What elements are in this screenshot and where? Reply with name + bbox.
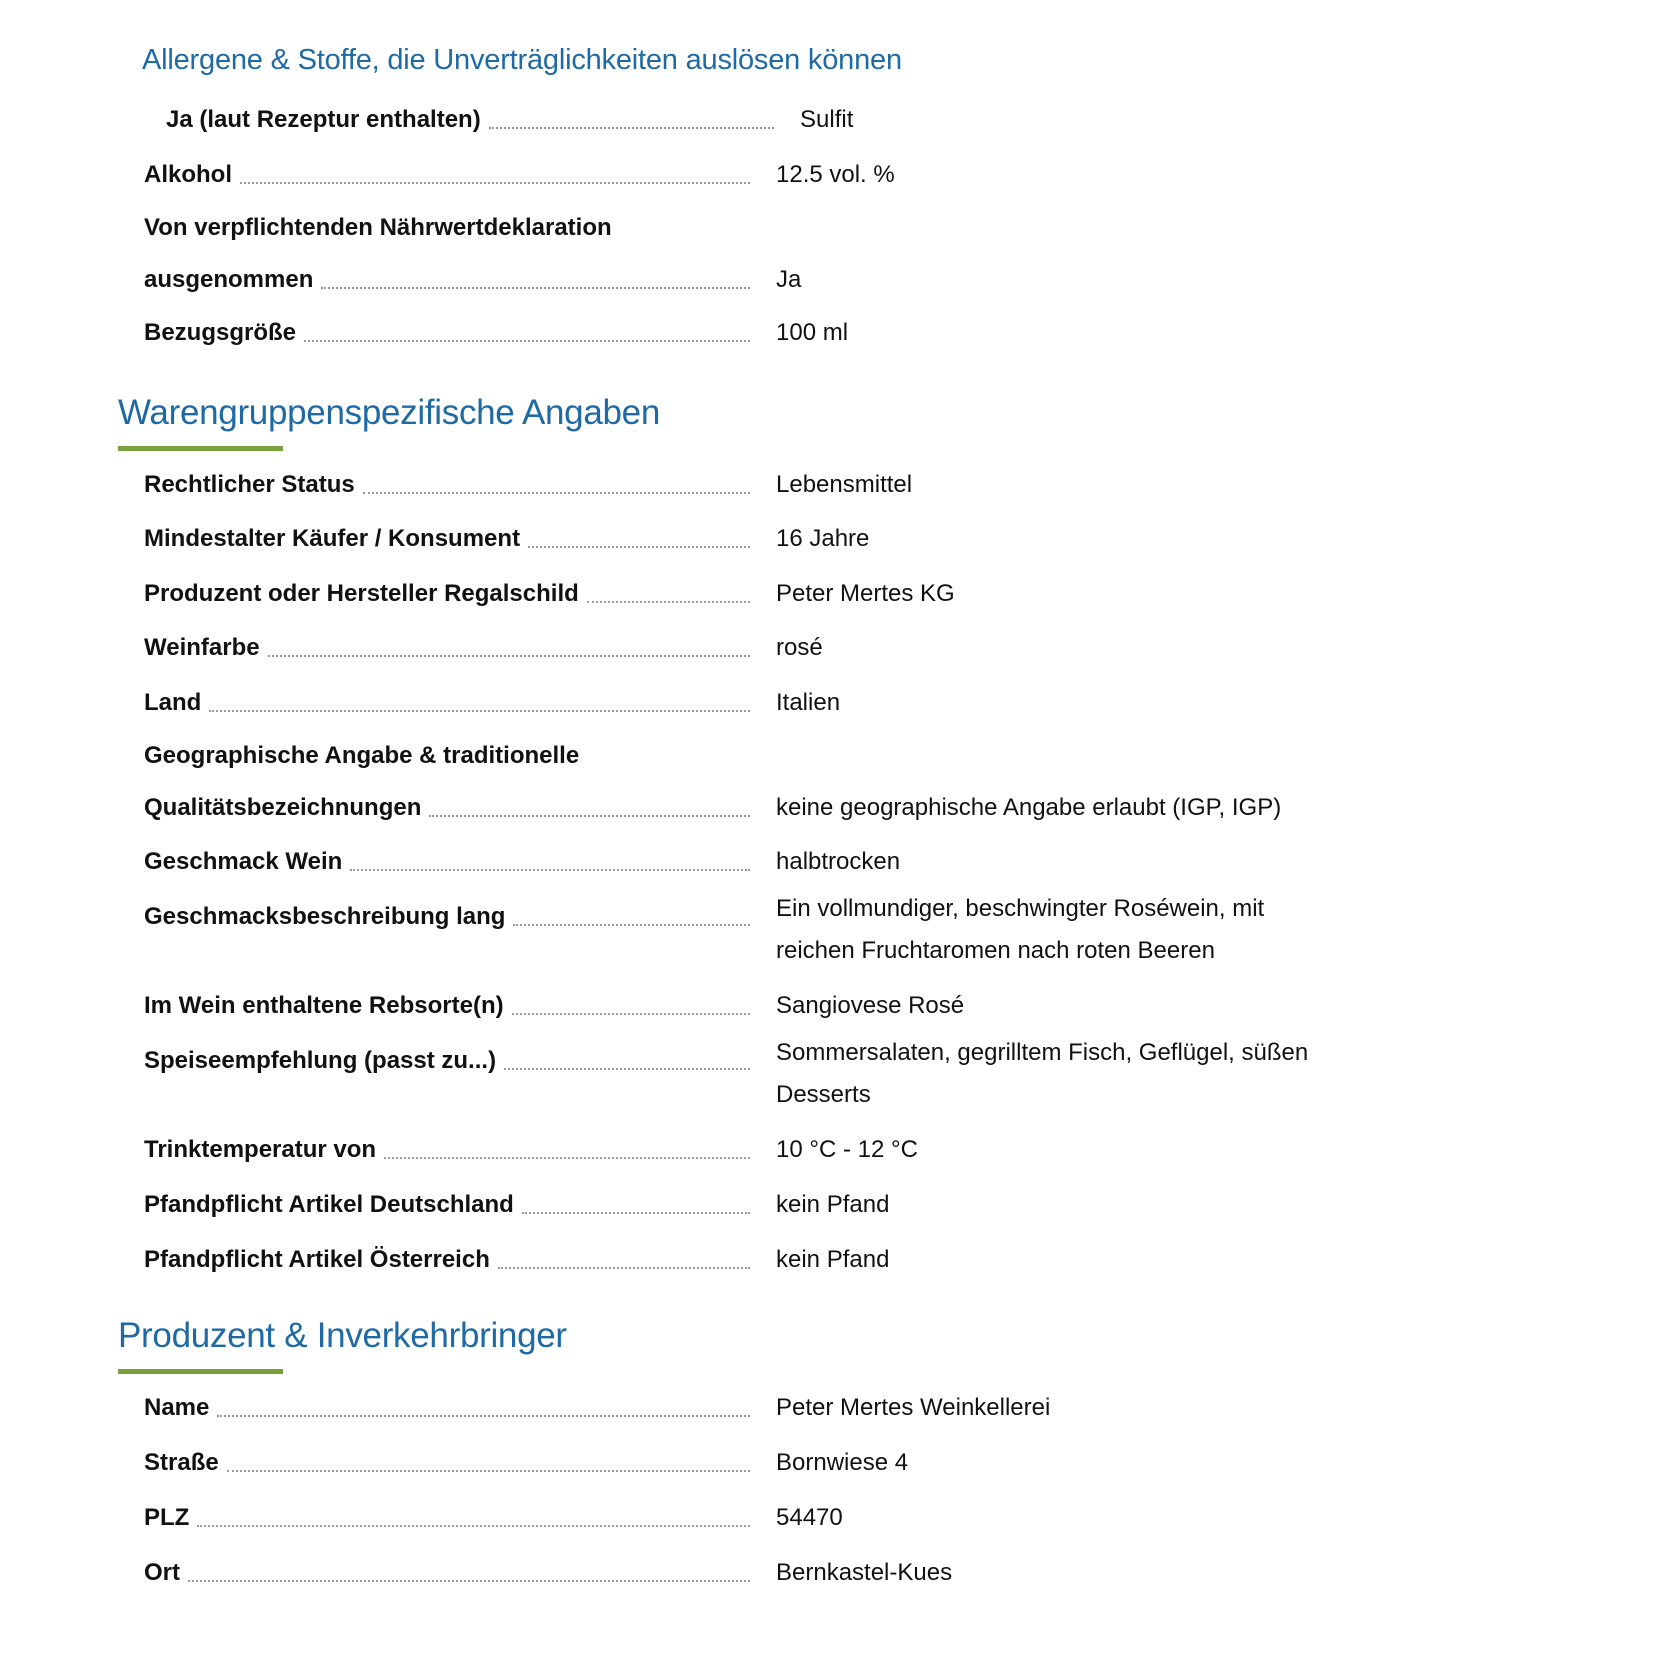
row-label: Straße: [144, 1449, 219, 1476]
row-naehrwert-ausgenommen: [144, 260, 1544, 300]
row-value: Bernkastel-Kues: [776, 1559, 953, 1586]
dotted-leader: [304, 340, 750, 342]
row-weinfarbe: [144, 628, 1544, 668]
row-label: Im Wein enthaltene Rebsorte(n): [144, 992, 504, 1019]
dotted-leader: [512, 1013, 750, 1015]
row-label: Speiseempfehlung (passt zu...): [144, 1047, 497, 1074]
row-value-line2: reichen Fruchtaromen nach roten Beeren: [776, 937, 1215, 964]
dotted-leader: [227, 1470, 750, 1472]
row-value: 12.5 vol. %: [776, 161, 895, 188]
row-label: Name: [144, 1394, 210, 1421]
row-value: Italien: [776, 689, 841, 716]
row-label: Pfandpflicht Artikel Österreich: [144, 1246, 490, 1273]
row-label: Qualitätsbezeichnungen: [144, 794, 422, 821]
row-value: Ein vollmundiger, beschwingter Roséwein, mit: [776, 895, 1265, 922]
row-value: Sommersalaten, gegrilltem Fisch, Geflügel, süßen: [776, 1039, 1309, 1066]
dotted-leader: [513, 924, 750, 926]
row-ort: [144, 1553, 1544, 1593]
row-mindestalter: [144, 519, 1544, 559]
row-ja-laut-rezeptur: [166, 100, 1566, 140]
dotted-leader: [197, 1525, 750, 1527]
row-value: Peter Mertes Weinkellerei: [776, 1394, 1051, 1421]
row-geographische-angabe: [144, 788, 1544, 828]
dotted-leader: [268, 655, 750, 657]
dotted-leader: [217, 1415, 750, 1417]
row-rechtlicher-status: [144, 465, 1544, 505]
row-value: halbtrocken: [776, 848, 901, 875]
row-rebsorte: [144, 986, 1544, 1026]
row-value: Bornwiese 4: [776, 1449, 909, 1476]
dotted-leader: [321, 287, 750, 289]
row-value: 10 °C - 12 °C: [776, 1136, 918, 1163]
row-label: Mindestalter Käufer / Konsument: [144, 525, 521, 552]
row-value: Sangiovese Rosé: [776, 992, 965, 1019]
row-land: [144, 683, 1544, 723]
row-value: 100 ml: [776, 319, 849, 346]
row-value: Peter Mertes KG: [776, 580, 955, 607]
row-strasse: [144, 1443, 1544, 1483]
row-value: 16 Jahre: [776, 525, 870, 552]
row-label: ausgenommen: [144, 266, 314, 293]
row-label: Weinfarbe: [144, 634, 260, 661]
row-pfand-deutschland: [144, 1185, 1544, 1225]
row-label: Pfandpflicht Artikel Deutschland: [144, 1191, 514, 1218]
row-trinktemperatur: [144, 1130, 1544, 1170]
row-value: Sulfit: [800, 106, 854, 133]
dotted-leader: [240, 182, 750, 184]
row-geschmack-wein: [144, 842, 1544, 882]
row-label: Land: [144, 689, 202, 716]
dotted-leader: [429, 815, 750, 817]
dotted-leader: [188, 1580, 750, 1582]
dotted-leader: [528, 546, 750, 548]
dotted-leader: [504, 1068, 750, 1070]
allergene-heading: Allergene & Stoffe, die Unverträglichkeiten auslösen können: [142, 44, 902, 76]
dotted-leader: [587, 601, 750, 603]
row-label: Ort: [144, 1559, 180, 1586]
row-value: Lebensmittel: [776, 471, 913, 498]
heading-underline: [118, 1369, 283, 1374]
row-value: Ja: [776, 266, 802, 293]
heading-underline: [118, 446, 283, 451]
row-label: Ja (laut Rezeptur enthalten): [166, 106, 481, 133]
row-value: 54470: [776, 1504, 843, 1531]
warengruppe-heading: Warengruppenspezifische Angaben: [118, 393, 661, 432]
row-value: kein Pfand: [776, 1246, 890, 1273]
row-label: Alkohol: [144, 161, 232, 188]
dotted-leader: [350, 869, 750, 871]
row-alkohol: [144, 155, 1544, 195]
row-name: [144, 1388, 1544, 1428]
dotted-leader: [489, 127, 774, 129]
row-value: keine geographische Angabe erlaubt (IGP, IGP): [776, 794, 1282, 821]
row-plz: [144, 1498, 1544, 1538]
row-label: Produzent oder Hersteller Regalschild: [144, 580, 579, 607]
dotted-leader: [498, 1267, 750, 1269]
row-label: Bezugsgröße: [144, 319, 297, 346]
row-value: kein Pfand: [776, 1191, 890, 1218]
row-label-line1: Geographische Angabe & traditionelle: [144, 742, 580, 769]
produzent-heading: Produzent & Inverkehrbringer: [118, 1316, 567, 1355]
row-label: Trinktemperatur von: [144, 1136, 377, 1163]
row-label-line1: Von verpflichtenden Nährwertdeklaration: [144, 214, 612, 241]
row-label: Geschmacksbeschreibung lang: [144, 903, 506, 930]
row-bezugsgroesse: [144, 313, 1544, 353]
row-value: rosé: [776, 634, 823, 661]
row-label: Geschmack Wein: [144, 848, 343, 875]
row-value-line2: Desserts: [776, 1081, 871, 1108]
dotted-leader: [363, 492, 750, 494]
dotted-leader: [522, 1212, 750, 1214]
row-pfand-oesterreich: [144, 1240, 1544, 1280]
row-label: PLZ: [144, 1504, 190, 1531]
dotted-leader: [209, 710, 750, 712]
row-produzent-regalschild: [144, 574, 1544, 614]
dotted-leader: [384, 1157, 750, 1159]
row-label: Rechtlicher Status: [144, 471, 355, 498]
